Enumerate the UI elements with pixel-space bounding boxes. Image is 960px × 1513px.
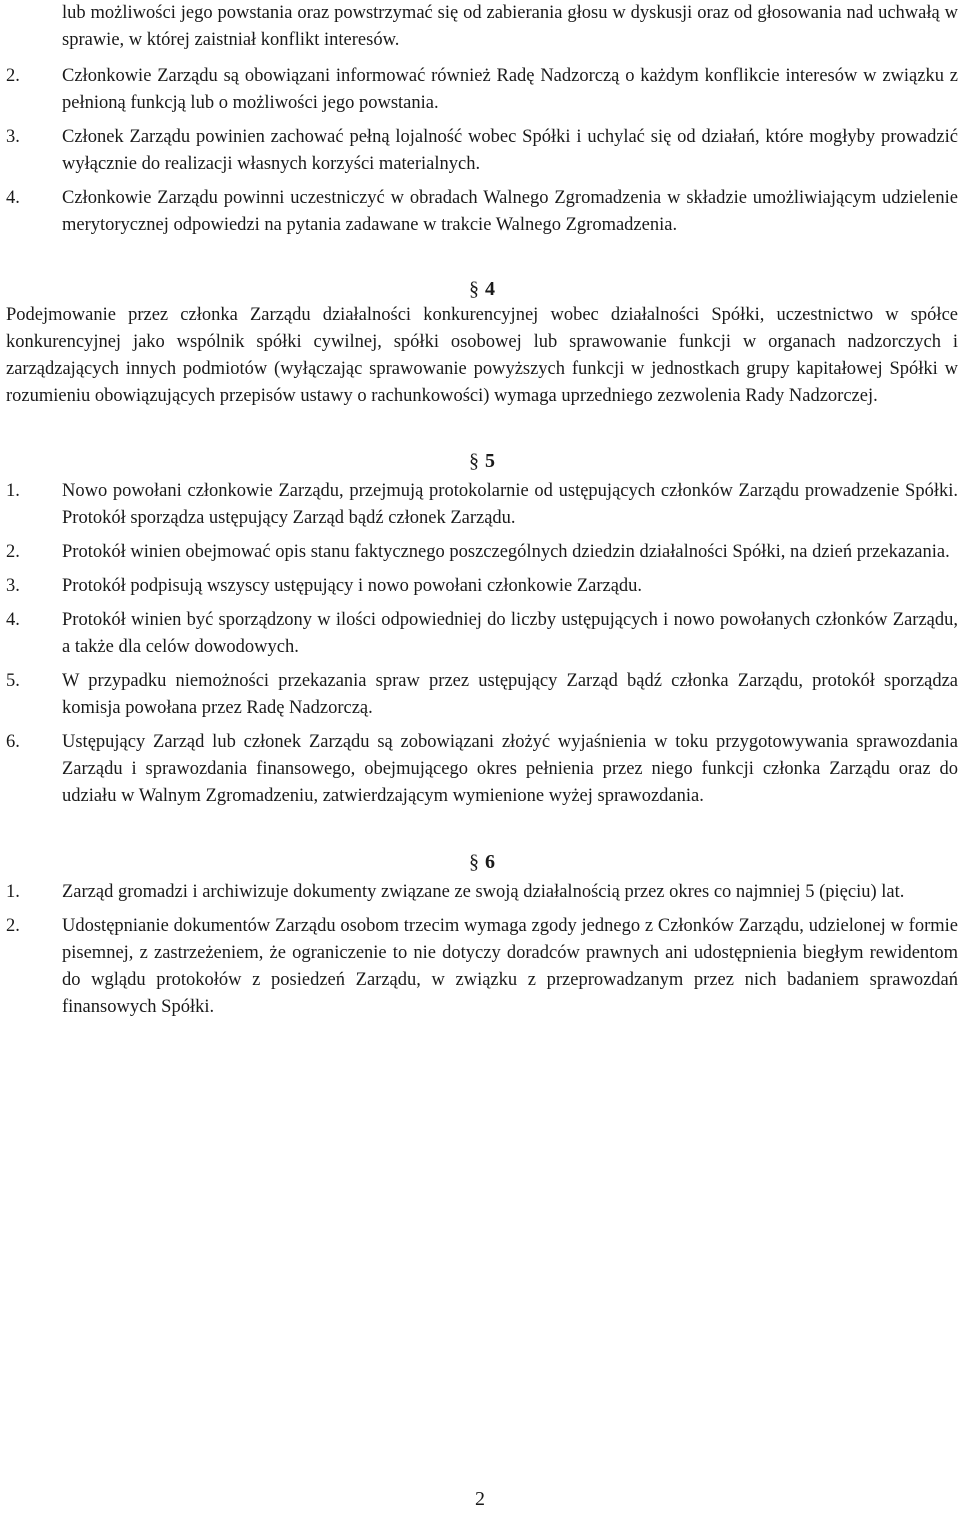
- list-item: [6, 879, 958, 906]
- item-text: Protokół podpisują wszyscy ustępujący i nowo powołani członkowie Zarządu.: [62, 576, 643, 596]
- item-text: W przypadku niemożności przekazania spraw przez ustępujący Zarząd bądź członka Zarządu, protokół sporządza komisja powołana przez Radę Nadzorczą.: [62, 671, 958, 718]
- list-item: [6, 185, 958, 239]
- page-number: 2: [475, 1488, 485, 1510]
- list-item: [6, 729, 958, 810]
- item-number: 1.: [6, 481, 20, 501]
- list-item: [6, 913, 958, 1021]
- list-item: [6, 478, 958, 532]
- item-number: 3.: [6, 127, 20, 147]
- item-number: 4.: [6, 610, 20, 630]
- section-number: 4: [485, 278, 495, 300]
- section-sign: §: [469, 851, 479, 873]
- item-number: 1.: [6, 882, 20, 902]
- item-number: 5.: [6, 671, 20, 691]
- section-4-paragraph: Podejmowanie przez członka Zarządu działalności konkurencyjnej wobec działalności Spółki, uczestnictwo w spółce konkurencyjnej jako wspólnik spółki cywilnej, spółki osobowej lub sprawowanie funkcji w organach nadzorczych i zarządzających innych podmiotów (wyłączając sprawowanie powyższych funkcji w jednostkach grupy kapitałowej Spółki w rozumieniu obowiązujących przepisów ustawy o rachunkowości) wymaga uprzedniego zezwolenia Rady Nadzorczej.: [6, 305, 958, 406]
- section-sign: §: [469, 278, 479, 300]
- item-text: Członek Zarządu powinien zachować pełną lojalność wobec Spółki i uchylać się od działań, które mogłyby prowadzić wyłącznie do realizacji własnych korzyści materialnych.: [62, 127, 958, 174]
- item-number: 2.: [6, 66, 20, 86]
- item-number: 3.: [6, 576, 20, 596]
- item-text: Udostępnianie dokumentów Zarządu osobom trzecim wymaga zgody jednego z Członków Zarządu, udzielonej w formie pisemnej, z zastrzeżeniem, że ograniczenie to nie dotyczy doradców prawnych ani udostępnienia biegłym rewidentom do wglądu protokołów z posiedzeń Zarządu, w związku z przeprowadzanym przez nich badaniem sprawozdań finansowych Spółki.: [62, 916, 958, 1017]
- item-number: 2.: [6, 542, 20, 562]
- section-heading-5: [6, 448, 958, 474]
- section-number: 5: [485, 450, 495, 472]
- item-text: Protokół winien obejmować opis stanu faktycznego poszczególnych dziedzin działalności Spółki, na dzień przekazania.: [62, 542, 950, 562]
- section-heading-6: [6, 849, 958, 875]
- item-number: 4.: [6, 188, 20, 208]
- section-sign: §: [469, 450, 479, 472]
- item-text: Protokół winien być sporządzony w ilości odpowiedniej do liczby ustępujących i nowo powołanych członków Zarządu, a także dla celów dowodowych.: [62, 610, 958, 657]
- item-number: 2.: [6, 916, 20, 936]
- item-text: Zarząd gromadzi i archiwizuje dokumenty związane ze swoją działalnością przez okres co najmniej 5 (pięciu) lat.: [62, 882, 905, 902]
- list-item: [6, 607, 958, 661]
- item-text: Członkowie Zarządu powinni uczestniczyć w obradach Walnego Zgromadzenia w składzie umożliwiającym udzielenie merytorycznej odpowiedzi na pytania zadawane w trakcie Walnego Zgromadzenia.: [62, 188, 958, 235]
- continuation-paragraph: lub możliwości jego powstania oraz powstrzymać się od zabierania głosu w dyskusji oraz od głosowania nad uchwałą w sprawie, w której zaistniał konflikt interesów.: [62, 3, 958, 50]
- list-item: [6, 63, 958, 117]
- list-item: [6, 124, 958, 178]
- list-item: [6, 539, 958, 566]
- list-item: [6, 668, 958, 722]
- section-heading-4: [6, 276, 958, 302]
- item-text: Nowo powołani członkowie Zarządu, przejmują protokolarnie od ustępujących członków Zarządu prowadzenie Spółki. Protokół sporządza ustępujący Zarząd bądź członek Zarządu.: [62, 481, 958, 528]
- document-page: [6, 0, 958, 1028]
- section-number: 6: [485, 851, 495, 873]
- item-text: Członkowie Zarządu są obowiązani informować również Radę Nadzorczą o każdym konflikcie interesów w związku z pełnioną funkcją lub o możliwości jego powstania.: [62, 66, 958, 113]
- list-item: [6, 573, 958, 600]
- item-number: 6.: [6, 732, 20, 752]
- item-text: Ustępujący Zarząd lub członek Zarządu są zobowiązani złożyć wyjaśnienia w toku przygotowywania sprawozdania Zarządu i sprawozdania finansowego, obejmującego okres pełnienia przez niego funkcji członka Zarządu oraz do udziału w Walnym Zgromadzeniu, zatwierdzającym wymienione wyżej sprawozdania.: [62, 732, 958, 806]
